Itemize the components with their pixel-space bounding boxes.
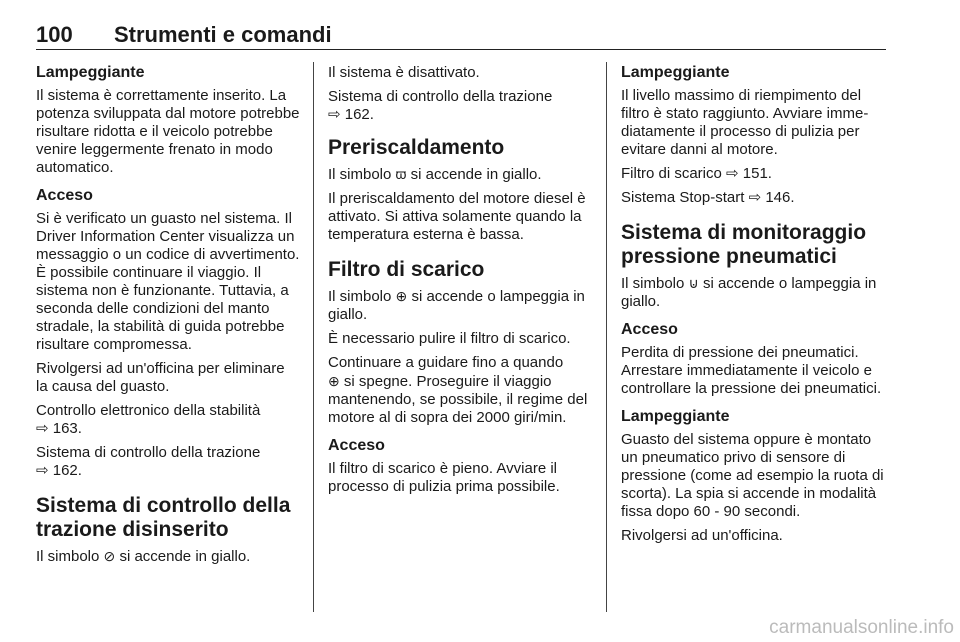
page-ref-number: 163. <box>52 420 82 437</box>
column-1 <box>36 64 300 572</box>
page-ref-arrow-icon: ⇨ <box>36 462 49 479</box>
glow-plug-icon: ϖ <box>395 166 407 182</box>
section-title: Strumenti e comandi <box>114 22 332 47</box>
page-header <box>36 22 886 48</box>
paragraph: Il simbolo ⊘ si accende in giallo. <box>36 548 251 565</box>
tire-pressure-icon: ⊍ <box>688 275 699 291</box>
cross-reference[interactable] <box>36 402 300 438</box>
paragraph: Il livello massimo di riempimento del filtro è stato raggiunto. Avviare immediatamente il processo di pulizia per evitare danni al motore. <box>621 87 869 158</box>
heading-tire-pressure-monitoring: Sistema di monitoraggio pressione pneumatici <box>621 221 867 268</box>
page-ref-number: 162. <box>52 462 82 479</box>
reference-label: Sistema di controllo della trazione <box>36 444 261 461</box>
subheading-acceso: Acceso <box>36 187 93 204</box>
paragraph: Il simbolo ⊕ si accende o lampeggia in giallo. <box>328 288 585 323</box>
page-ref-arrow-icon: ⇨ <box>748 189 762 206</box>
paragraph: Rivolgersi ad un'officina per eliminare la causa del guasto. <box>36 360 285 395</box>
paragraph: Rivolgersi ad un'officina. <box>621 527 783 544</box>
exhaust-filter-icon: ⊕ <box>395 288 408 304</box>
watermark: carmanualsonline.info <box>769 617 954 638</box>
column-divider-2 <box>606 62 607 612</box>
heading-preriscaldamento: Preriscaldamento <box>328 136 505 159</box>
column-3 <box>621 64 886 551</box>
cross-reference[interactable] <box>621 189 886 207</box>
paragraph: Perdita di pressione dei pneumatici. Arrestare immediatamente il veicolo e controllare la pressione dei pneumatici. <box>621 344 882 397</box>
paragraph: Il sistema è correttamente inserito. La potenza sviluppata dal motore potrebbe risultare ridotta e il veicolo potrebbe venire leggermente frenato in modo automatico. <box>36 87 300 176</box>
heading-filtro-di-scarico: Filtro di scarico <box>328 258 485 281</box>
subheading-lampeggiante: Lampeggiante <box>621 408 730 425</box>
page-ref-arrow-icon: ⇨ <box>328 106 341 123</box>
reference-label: Controllo elettronico della stabilità <box>36 402 261 419</box>
cross-reference[interactable] <box>621 165 886 183</box>
page-number: 100 <box>36 22 73 47</box>
subheading-lampeggiante: Lampeggiante <box>621 64 730 81</box>
traction-control-off-icon: ⊘ <box>103 548 116 564</box>
column-divider-1 <box>313 62 314 612</box>
subheading-acceso: Acceso <box>621 321 678 338</box>
page-ref-number: 146. <box>765 189 795 206</box>
page-ref-arrow-icon: ⇨ <box>726 165 739 182</box>
page-ref-arrow-icon: ⇨ <box>36 420 49 437</box>
paragraph: Il simbolo ⊍ si accende o lampeggia in giallo. <box>621 275 877 310</box>
paragraph: Il sistema è disattivato. <box>328 64 480 81</box>
paragraph: È necessario pulire il filtro di scarico. <box>328 330 571 347</box>
paragraph: Il simbolo ϖ si accende in giallo. <box>328 166 542 183</box>
page-ref-number: 151. <box>742 165 772 182</box>
subheading-lampeggiante: Lampeggiante <box>36 64 145 81</box>
cross-reference[interactable] <box>328 88 592 124</box>
paragraph: Il filtro di scarico è pieno. Avviare il processo di pulizia prima possibile. <box>328 460 560 495</box>
column-2 <box>328 64 592 502</box>
page-ref-number: 162. <box>344 106 374 123</box>
cross-reference[interactable] <box>36 444 300 480</box>
heading-traction-control-off: Sistema di controllo della trazione disinserito <box>36 494 291 541</box>
paragraph: Continuare a guidare fino a quando ⊕ si spegne. Proseguire il viaggio mantenendo, se possibile, il regime del motore al di sopra dei 2000 giri/min. <box>328 354 588 426</box>
reference-label: Sistema Stop-start <box>621 189 745 206</box>
paragraph: Il preriscaldamento del motore diesel è attivato. Si attiva solamente quando la temperatura esterna è bassa. <box>328 190 586 243</box>
paragraph: Si è verificato un guasto nel sistema. Il Driver Information Center visualizza un messaggio o un codice di avvertimento. È possibile continuare il viaggio. Il sistema non è funzionante. Tuttavia, a seconda delle condizioni del manto stradale, la stabilità di guida potrebbe risultare compromessa. <box>36 210 300 353</box>
exhaust-filter-icon: ⊕ <box>328 373 340 389</box>
paragraph: Guasto del sistema oppure è montato un pneumatico privo di sensore di pressione (come ad esempio la ruota di scorta). La spia si accende in modalità fissa dopo 60 - 90 secondi. <box>621 431 884 520</box>
header-rule <box>36 49 886 50</box>
reference-label: Sistema di controllo della trazione <box>328 88 553 105</box>
subheading-acceso: Acceso <box>328 437 385 454</box>
reference-label: Filtro di scarico <box>621 165 722 182</box>
